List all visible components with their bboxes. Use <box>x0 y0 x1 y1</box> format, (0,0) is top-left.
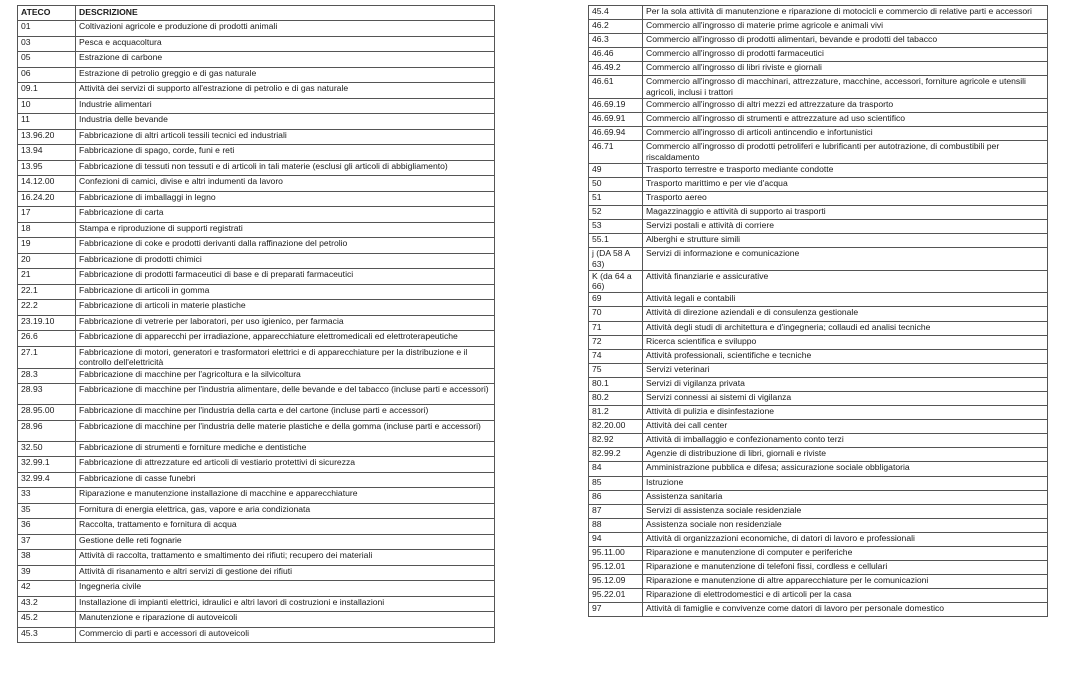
table-row <box>18 21 495 37</box>
table-row <box>18 36 495 52</box>
table-row <box>18 420 495 441</box>
ateco-code-cell: 53 <box>589 220 643 234</box>
description-cell: Commercio all'ingrosso di macchinari, attrezzature, macchine, accessori, forniture agricole e utensili agricoli, inclusi i trattori <box>643 76 1048 99</box>
description-cell: Fabbricazione di vetrerie per laboratori, per uso igienico, per farmacia <box>76 315 495 331</box>
table-row <box>18 519 495 535</box>
table-row <box>589 349 1048 363</box>
left-ateco-table <box>17 5 495 643</box>
ateco-code-cell: 69 <box>589 293 643 307</box>
table-row <box>589 335 1048 349</box>
ateco-code-cell: 87 <box>589 504 643 518</box>
ateco-code-cell: 38 <box>18 550 76 566</box>
description-cell: Commercio all'ingrosso di articoli antincendio e infortunistici <box>643 127 1048 141</box>
table-row <box>589 20 1048 34</box>
ateco-code-cell: 52 <box>589 206 643 220</box>
description-cell: Industrie alimentari <box>76 98 495 114</box>
ateco-code-cell: 82.20.00 <box>589 420 643 434</box>
table-row <box>589 113 1048 127</box>
description-cell: Fabbricazione di attrezzature ed articoli di vestiario protettivi di sicurezza <box>76 457 495 473</box>
ateco-code-cell: 51 <box>589 191 643 205</box>
description-cell: Commercio all'ingrosso di prodotti petroliferi e lubrificanti per autotrazione, di combustibili per riscaldamento <box>643 141 1048 164</box>
table-row <box>18 596 495 612</box>
description-cell: Fabbricazione di prodotti farmaceutici di base e di preparati farmaceutici <box>76 269 495 285</box>
description-cell: Ingegneria civile <box>76 581 495 597</box>
description-cell: Servizi di assistenza sociale residenziale <box>643 504 1048 518</box>
ateco-code-cell: 95.22.01 <box>589 589 643 603</box>
table-row <box>18 300 495 316</box>
description-cell: Riparazione e manutenzione installazione di macchine e apparecchiature <box>76 488 495 504</box>
table-row <box>589 206 1048 220</box>
table-row <box>589 321 1048 335</box>
table-row <box>589 462 1048 476</box>
ateco-code-cell: 45.2 <box>18 612 76 628</box>
ateco-code-cell: 05 <box>18 52 76 68</box>
table-row <box>18 331 495 347</box>
description-cell: Coltivazioni agricole e produzione di prodotti animali <box>76 21 495 37</box>
description-cell: Servizi connessi ai sistemi di vigilanza <box>643 391 1048 405</box>
ateco-code-cell: 22.2 <box>18 300 76 316</box>
ateco-code-cell: 11 <box>18 114 76 130</box>
ateco-code-cell: 45.4 <box>589 6 643 20</box>
ateco-code-cell: 19 <box>18 238 76 254</box>
ateco-code-cell: 13.94 <box>18 145 76 161</box>
table-row <box>589 6 1048 20</box>
description-cell: Commercio all'ingrosso di altri mezzi ed attrezzature da trasporto <box>643 98 1048 112</box>
description-cell: Trasporto marittimo e per vie d'acqua <box>643 177 1048 191</box>
ateco-code-cell: 23.19.10 <box>18 315 76 331</box>
ateco-code-cell: 17 <box>18 207 76 223</box>
table-row <box>589 532 1048 546</box>
ateco-code-cell: 95.11.00 <box>589 547 643 561</box>
table-row <box>18 222 495 238</box>
ateco-code-cell: 32.50 <box>18 441 76 457</box>
ateco-code-cell: 80.2 <box>589 391 643 405</box>
ateco-code-cell: 88 <box>589 518 643 532</box>
table-row <box>18 176 495 192</box>
description-cell: Fabbricazione di casse funebri <box>76 472 495 488</box>
table-row <box>589 191 1048 205</box>
header-descrizione: DESCRIZIONE <box>76 6 495 21</box>
description-cell: Attività di direzione aziendali e di consulenza gestionale <box>643 307 1048 321</box>
table-row <box>589 220 1048 234</box>
description-cell: Industria delle bevande <box>76 114 495 130</box>
ateco-code-cell: 13.96.20 <box>18 129 76 145</box>
table-row <box>18 472 495 488</box>
description-cell: Fabbricazione di prodotti chimici <box>76 253 495 269</box>
description-cell: Commercio all'ingrosso di strumenti e attrezzature ad uso scientifico <box>643 113 1048 127</box>
ateco-code-cell: 80.1 <box>589 377 643 391</box>
table-row <box>18 565 495 581</box>
description-cell: Attività di pulizia e disinfestazione <box>643 406 1048 420</box>
table-row <box>589 141 1048 164</box>
description-cell: Estrazione di carbone <box>76 52 495 68</box>
ateco-code-cell: 28.93 <box>18 384 76 405</box>
table-row <box>18 534 495 550</box>
table-row <box>589 575 1048 589</box>
table-row <box>18 269 495 285</box>
table-row <box>589 76 1048 99</box>
description-cell: Attività legali e contabili <box>643 293 1048 307</box>
description-cell: Riparazione e manutenzione di telefoni fissi, cordless e cellulari <box>643 561 1048 575</box>
description-cell: Attività di raccolta, trattamento e smaltimento dei rifiuti; recupero dei materiali <box>76 550 495 566</box>
description-cell: Fabbricazione di articoli in gomma <box>76 284 495 300</box>
right-table-body <box>589 6 1048 617</box>
left-table-body <box>18 21 495 643</box>
table-row <box>18 441 495 457</box>
table-row <box>589 234 1048 248</box>
description-cell: Attività di organizzazioni economiche, di datori di lavoro e professionali <box>643 532 1048 546</box>
description-cell: Manutenzione e riparazione di autoveicoli <box>76 612 495 628</box>
ateco-code-cell: 06 <box>18 67 76 83</box>
description-cell: Istruzione <box>643 476 1048 490</box>
description-cell: Servizi di informazione e comunicazione <box>643 248 1048 271</box>
description-cell: Amministrazione pubblica e difesa; assicurazione sociale obbligatoria <box>643 462 1048 476</box>
ateco-code-cell: 32.99.1 <box>18 457 76 473</box>
ateco-code-cell: 36 <box>18 519 76 535</box>
description-cell: Riparazione e manutenzione di computer e periferiche <box>643 547 1048 561</box>
description-cell: Fabbricazione di strumenti e forniture mediche e dentistiche <box>76 441 495 457</box>
description-cell: Magazzinaggio e attività di supporto ai trasporti <box>643 206 1048 220</box>
ateco-code-cell: 28.3 <box>18 368 76 384</box>
ateco-code-cell: 43.2 <box>18 596 76 612</box>
description-cell: Fabbricazione di motori, generatori e trasformatori elettrici e di apparecchiature per la distribuzione e il controllo dell'elettricità <box>76 346 495 368</box>
ateco-code-cell: 33 <box>18 488 76 504</box>
table-row <box>589 504 1048 518</box>
ateco-code-cell: 18 <box>18 222 76 238</box>
table-row <box>18 457 495 473</box>
description-cell: Fabbricazione di imballaggi in legno <box>76 191 495 207</box>
description-cell: Attività degli studi di architettura e d'ingegneria; collaudi ed analisi tecniche <box>643 321 1048 335</box>
table-row <box>589 48 1048 62</box>
table-row <box>18 284 495 300</box>
ateco-code-cell: 95.12.09 <box>589 575 643 589</box>
ateco-code-cell: 46.69.94 <box>589 127 643 141</box>
ateco-code-cell: 42 <box>18 581 76 597</box>
table-row <box>18 67 495 83</box>
ateco-code-cell: 81.2 <box>589 406 643 420</box>
ateco-code-cell: 82.92 <box>589 434 643 448</box>
ateco-code-cell: 82.99.2 <box>589 448 643 462</box>
table-row <box>18 488 495 504</box>
table-row <box>589 434 1048 448</box>
ateco-code-cell: 09.1 <box>18 83 76 99</box>
description-cell: Attività professionali, scientifiche e tecniche <box>643 349 1048 363</box>
ateco-code-cell: 10 <box>18 98 76 114</box>
table-row <box>589 406 1048 420</box>
description-cell: Fabbricazione di carta <box>76 207 495 223</box>
table-row <box>18 346 495 368</box>
table-row <box>589 391 1048 405</box>
description-cell: Agenzie di distribuzione di libri, giornali e riviste <box>643 448 1048 462</box>
table-row <box>18 253 495 269</box>
ateco-code-cell: 86 <box>589 490 643 504</box>
description-cell: Riparazione e manutenzione di altre apparecchiature per le comunicazioni <box>643 575 1048 589</box>
description-cell: Alberghi e strutture simili <box>643 234 1048 248</box>
table-row <box>18 207 495 223</box>
description-cell: Fabbricazione di macchine per l'industria delle materie plastiche e della gomma (incluse parti e accessori) <box>76 420 495 441</box>
description-cell: Fabbricazione di macchine per l'agricoltura e la silvicoltura <box>76 368 495 384</box>
table-row <box>18 114 495 130</box>
ateco-code-cell: 94 <box>589 532 643 546</box>
description-cell: Fabbricazione di macchine per l'industria alimentare, delle bevande e del tabacco (incluse parti e accessori) <box>76 384 495 405</box>
description-cell: Attività dei call center <box>643 420 1048 434</box>
ateco-code-cell: j (DA 58 A 63) <box>589 248 643 271</box>
description-cell: Assistenza sanitaria <box>643 490 1048 504</box>
table-row <box>18 145 495 161</box>
table-row <box>18 191 495 207</box>
ateco-code-cell: 27.1 <box>18 346 76 368</box>
description-cell: Attività finanziarie e assicurative <box>643 270 1048 293</box>
ateco-code-cell: 46.61 <box>589 76 643 99</box>
description-cell: Attività di famiglie e convivenze come datori di lavoro per personale domestico <box>643 603 1048 617</box>
ateco-code-cell: 35 <box>18 503 76 519</box>
description-cell: Fabbricazione di altri articoli tessili tecnici ed industriali <box>76 129 495 145</box>
table-row <box>18 550 495 566</box>
ateco-code-cell: 74 <box>589 349 643 363</box>
table-row <box>18 581 495 597</box>
ateco-code-cell: 70 <box>589 307 643 321</box>
description-cell: Fabbricazione di apparecchi per irradiazione, apparecchiature elettromedicali ed elettroterapeutiche <box>76 331 495 347</box>
ateco-code-cell: 01 <box>18 21 76 37</box>
table-row <box>589 363 1048 377</box>
table-row <box>589 490 1048 504</box>
table-row <box>18 612 495 628</box>
description-cell: Fabbricazione di spago, corde, funi e reti <box>76 145 495 161</box>
ateco-code-cell: K (da 64 a 66) <box>589 270 643 293</box>
ateco-code-cell: 46.69.91 <box>589 113 643 127</box>
ateco-code-cell: 71 <box>589 321 643 335</box>
ateco-code-cell: 85 <box>589 476 643 490</box>
ateco-code-cell: 28.95.00 <box>18 405 76 421</box>
table-row <box>589 163 1048 177</box>
ateco-code-cell: 20 <box>18 253 76 269</box>
ateco-code-cell: 37 <box>18 534 76 550</box>
ateco-code-cell: 49 <box>589 163 643 177</box>
table-row <box>589 127 1048 141</box>
description-cell: Pesca e acquacoltura <box>76 36 495 52</box>
table-row <box>589 307 1048 321</box>
table-row <box>18 368 495 384</box>
table-row <box>18 98 495 114</box>
table-row <box>18 384 495 405</box>
description-cell: Commercio all'ingrosso di materie prime agricole e animali vivi <box>643 20 1048 34</box>
description-cell: Trasporto terrestre e trasporto mediante condotte <box>643 163 1048 177</box>
description-cell: Raccolta, trattamento e fornitura di acqua <box>76 519 495 535</box>
table-row <box>18 160 495 176</box>
description-cell: Gestione delle reti fognarie <box>76 534 495 550</box>
table-row <box>589 377 1048 391</box>
ateco-code-cell: 84 <box>589 462 643 476</box>
ateco-code-cell: 16.24.20 <box>18 191 76 207</box>
description-cell: Assistenza sociale non residenziale <box>643 518 1048 532</box>
table-row <box>18 627 495 643</box>
description-cell: Trasporto aereo <box>643 191 1048 205</box>
description-cell: Attività di imballaggio e confezionamento conto terzi <box>643 434 1048 448</box>
ateco-code-cell: 21 <box>18 269 76 285</box>
description-cell: Estrazione di petrolio greggio e di gas naturale <box>76 67 495 83</box>
ateco-code-cell: 32.99.4 <box>18 472 76 488</box>
table-row <box>18 238 495 254</box>
description-cell: Fabbricazione di coke e prodotti derivanti dalla raffinazione del petrolio <box>76 238 495 254</box>
table-row <box>589 293 1048 307</box>
ateco-code-cell: 39 <box>18 565 76 581</box>
table-row <box>18 503 495 519</box>
table-row <box>18 405 495 421</box>
ateco-code-cell: 13.95 <box>18 160 76 176</box>
table-row <box>589 177 1048 191</box>
description-cell: Servizi veterinari <box>643 363 1048 377</box>
ateco-code-cell: 46.49.2 <box>589 62 643 76</box>
table-row <box>18 315 495 331</box>
table-row <box>589 420 1048 434</box>
table-row <box>18 52 495 68</box>
table-row <box>589 561 1048 575</box>
table-row <box>18 83 495 99</box>
description-cell: Stampa e riproduzione di supporti registrati <box>76 222 495 238</box>
description-cell: Riparazione di elettrodomestici e di articoli per la casa <box>643 589 1048 603</box>
table-row <box>589 518 1048 532</box>
table-header-row <box>18 6 495 21</box>
table-row <box>18 129 495 145</box>
description-cell: Ricerca scientifica e sviluppo <box>643 335 1048 349</box>
ateco-code-cell: 55.1 <box>589 234 643 248</box>
table-row <box>589 476 1048 490</box>
ateco-code-cell: 22.1 <box>18 284 76 300</box>
description-cell: Fornitura di energia elettrica, gas, vapore e aria condizionata <box>76 503 495 519</box>
ateco-code-cell: 72 <box>589 335 643 349</box>
table-row <box>589 547 1048 561</box>
ateco-code-cell: 14.12.00 <box>18 176 76 192</box>
ateco-code-cell: 46.2 <box>589 20 643 34</box>
description-cell: Fabbricazione di macchine per l'industria della carta e del cartone (incluse parti e accessori) <box>76 405 495 421</box>
description-cell: Commercio all'ingrosso di libri riviste e giornali <box>643 62 1048 76</box>
header-ateco: ATECO <box>18 6 76 21</box>
description-cell: Fabbricazione di articoli in materie plastiche <box>76 300 495 316</box>
ateco-code-cell: 45.3 <box>18 627 76 643</box>
description-cell: Commercio all'ingrosso di prodotti alimentari, bevande e prodotti del tabacco <box>643 34 1048 48</box>
ateco-code-cell: 26.6 <box>18 331 76 347</box>
table-row <box>589 603 1048 617</box>
table-row <box>589 248 1048 271</box>
table-row <box>589 589 1048 603</box>
description-cell: Confezioni di camici, divise e altri indumenti da lavoro <box>76 176 495 192</box>
ateco-code-cell: 97 <box>589 603 643 617</box>
description-cell: Commercio all'ingrosso di prodotti farmaceutici <box>643 48 1048 62</box>
table-row <box>589 62 1048 76</box>
ateco-code-cell: 46.69.19 <box>589 98 643 112</box>
ateco-code-cell: 46.3 <box>589 34 643 48</box>
ateco-code-cell: 95.12.01 <box>589 561 643 575</box>
description-cell: Servizi postali e attività di corriere <box>643 220 1048 234</box>
ateco-code-cell: 46.71 <box>589 141 643 164</box>
ateco-code-cell: 75 <box>589 363 643 377</box>
description-cell: Fabbricazione di tessuti non tessuti e di articoli in tali materie (esclusi gli articoli di abbigliamento) <box>76 160 495 176</box>
description-cell: Attività di risanamento e altri servizi di gestione dei rifiuti <box>76 565 495 581</box>
table-row <box>589 98 1048 112</box>
ateco-code-cell: 28.96 <box>18 420 76 441</box>
description-cell: Servizi di vigilanza privata <box>643 377 1048 391</box>
table-row <box>589 448 1048 462</box>
ateco-code-cell: 03 <box>18 36 76 52</box>
ateco-code-cell: 50 <box>589 177 643 191</box>
ateco-code-cell: 46.46 <box>589 48 643 62</box>
table-row <box>589 270 1048 293</box>
description-cell: Per la sola attività di manutenzione e riparazione di motocicli e commercio di relative parti e accessori <box>643 6 1048 20</box>
description-cell: Attività dei servizi di supporto all'estrazione di petrolio e di gas naturale <box>76 83 495 99</box>
description-cell: Commercio di parti e accessori di autoveicoli <box>76 627 495 643</box>
description-cell: Installazione di impianti elettrici, idraulici e altri lavori di costruzioni e installazioni <box>76 596 495 612</box>
right-ateco-table <box>588 5 1048 617</box>
table-row <box>589 34 1048 48</box>
